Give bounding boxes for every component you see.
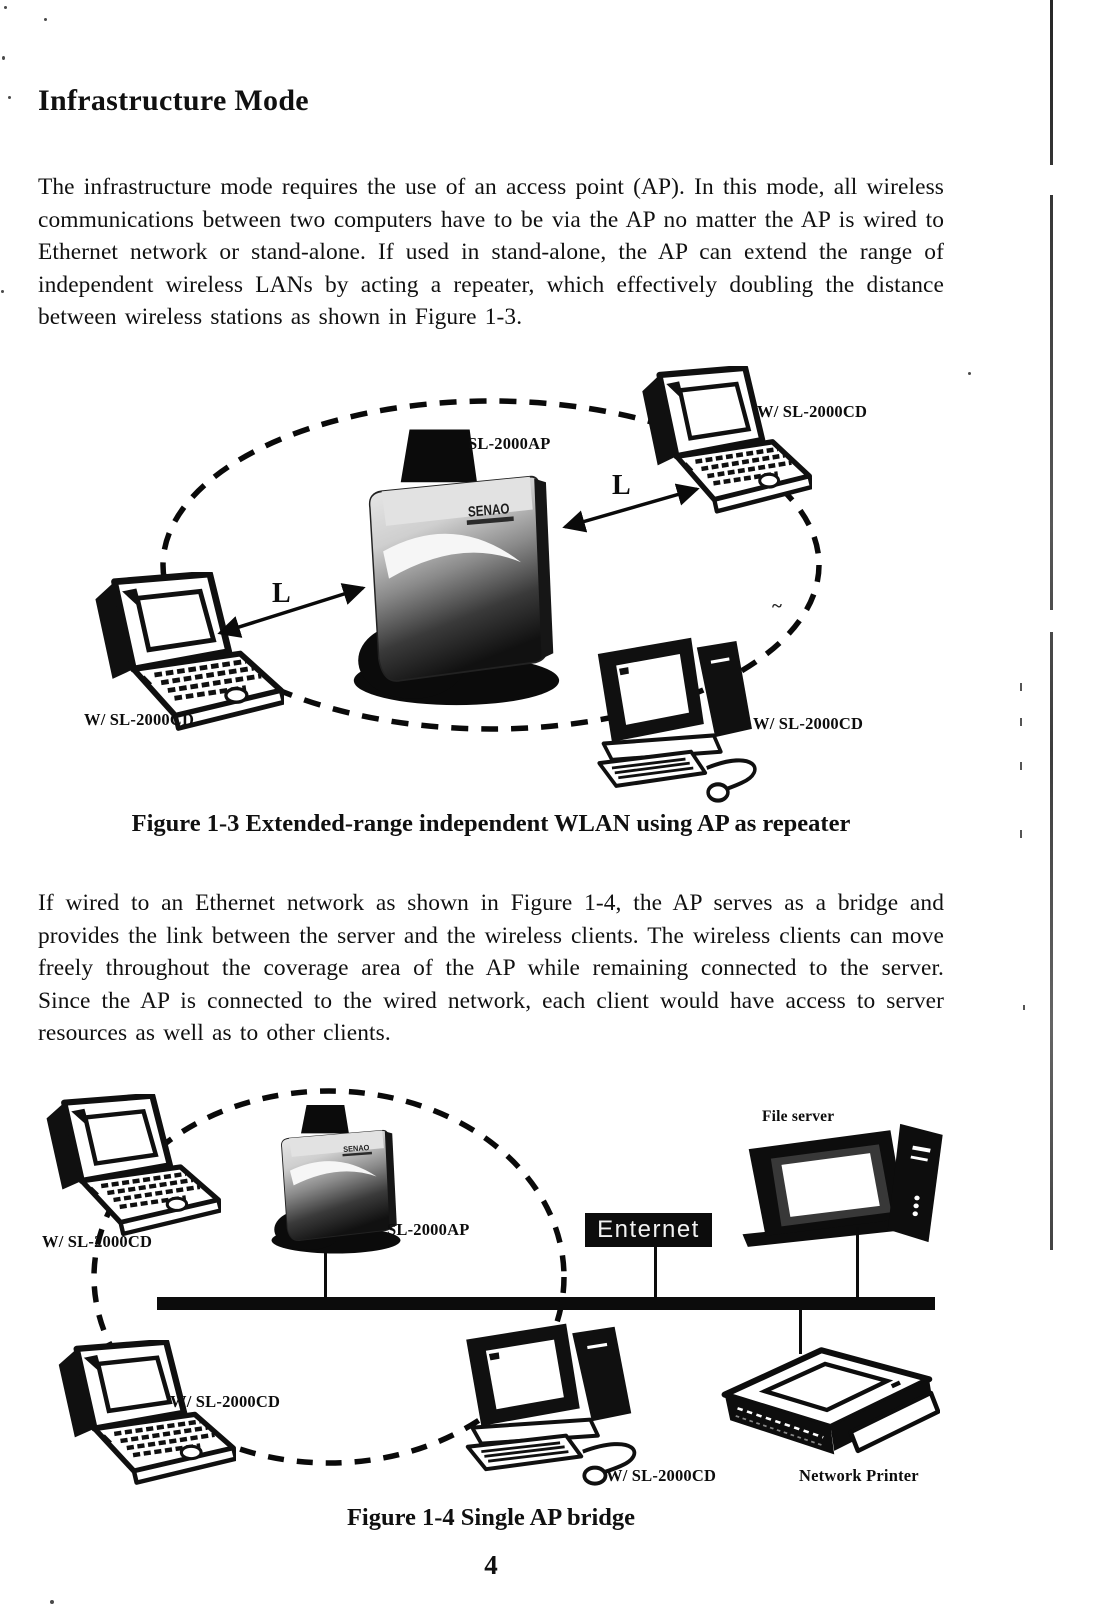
printer-label: Network Printer xyxy=(799,1466,919,1485)
laptop-label: W/ SL-2000CD xyxy=(757,402,868,421)
scan-speck xyxy=(968,372,971,375)
drop-line-ethernet xyxy=(654,1247,657,1297)
laptop-label: W/ SL-2000CD xyxy=(170,1392,281,1411)
laptop-icon xyxy=(36,1094,221,1246)
figure-1-4-caption: Figure 1-4 Single AP bridge xyxy=(346,1504,636,1531)
scan-speck xyxy=(1,290,4,293)
ethernet-bus-line xyxy=(157,1297,935,1310)
desktop-label: W/ SL-2000CD xyxy=(606,1466,717,1485)
scan-speck xyxy=(4,6,7,9)
stray-mark: ~ xyxy=(772,596,782,617)
scan-speck xyxy=(2,56,5,60)
scan-gap xyxy=(1049,165,1054,195)
page-title: Infrastructure Mode xyxy=(38,84,309,117)
desktop-computer-icon xyxy=(445,1314,657,1486)
body-paragraph: If wired to an Ethernet network as shown in Figure 1-4, the AP serves as a bridge and provides the link between the server and the wireless clients. The wireless clients can move freely throughout the coverage area of the AP while remaining connected to the server. Since the AP is connected to the wired network, each client would have access to server resources as well as to other clients. xyxy=(38,890,944,1047)
laptop-label: W/ SL-2000CD xyxy=(42,1232,153,1251)
scan-tick xyxy=(1020,718,1022,726)
laptop-icon xyxy=(48,1340,236,1495)
laptop-label: W/ SL-2000CD xyxy=(84,710,195,729)
scan-tick xyxy=(1020,830,1022,838)
scan-speck xyxy=(50,1600,54,1604)
scan-tick xyxy=(1020,683,1022,691)
page-number: 4 xyxy=(484,1550,498,1580)
network-printer-icon xyxy=(712,1340,940,1468)
drop-line-server xyxy=(856,1227,859,1297)
double-arrow xyxy=(565,489,697,527)
distance-label: L xyxy=(612,470,631,501)
distance-label: L xyxy=(272,578,291,609)
scan-speck xyxy=(44,18,47,21)
scan-tick xyxy=(1020,762,1022,770)
scan-tick xyxy=(1023,1005,1025,1010)
file-server-label: File server xyxy=(762,1108,835,1125)
range-arrows xyxy=(200,460,720,650)
ap-label: SL-2000AP xyxy=(468,434,551,453)
scan-gap xyxy=(1049,610,1054,632)
double-arrow xyxy=(220,588,363,633)
intro-paragraph: The infrastructure mode requires the use of an access point (AP). In this mode, all wireless communications between two computers have to be via the AP no matter the AP is wired to Ethernet network or stand-alone. If used in stand-alone, the AP can extend the range of independent wireless LANs by acting a repeater, which effectively doubling the distance between wireless stations as shown in Figure 1-3. xyxy=(38,174,944,331)
drop-line-ap xyxy=(324,1250,327,1297)
ap-label: SL-2000AP xyxy=(387,1220,470,1239)
desktop-computer-icon xyxy=(578,628,776,803)
scan-speck xyxy=(8,96,11,99)
desktop-label: W/ SL-2000CD xyxy=(753,714,864,733)
figure-1-3-caption: Figure 1-3 Extended-range independent WLAN using AP as repeater xyxy=(131,810,851,837)
ethernet-segment-badge: Enternet xyxy=(585,1213,712,1247)
file-server-icon xyxy=(700,1116,948,1254)
